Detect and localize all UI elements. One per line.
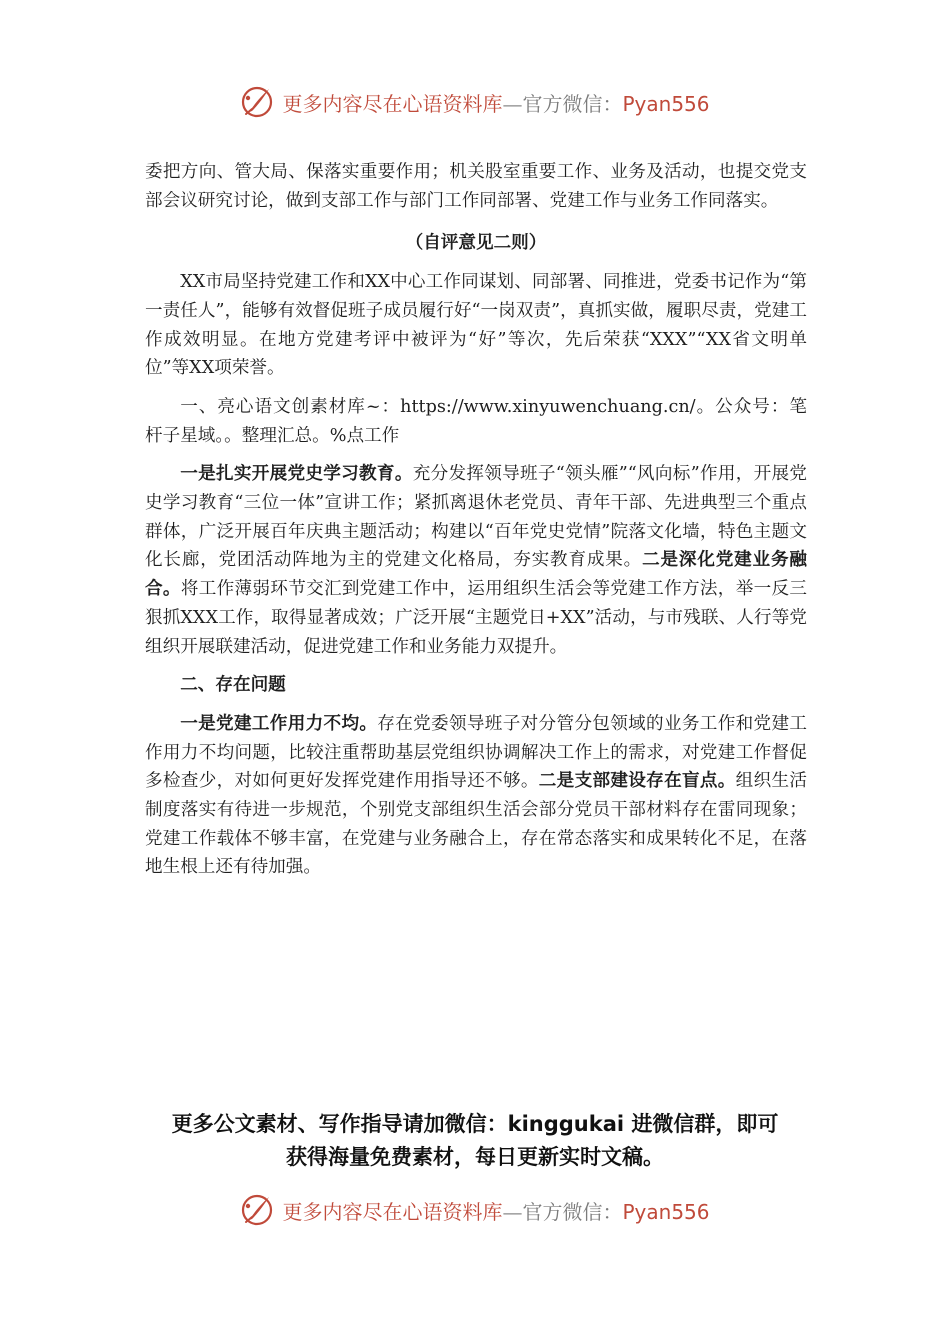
paragraph-continuation: 委把方向、管大局、保落实重要作用；机关股室重要工作、业务及活动，也提交党支部会议研究讨论，做到支部工作与部门工作同部署、党建工作与业务工作同落实。 — [145, 162, 807, 211]
promo-line-1: 更多公文素材、写作指导请加微信：kinggukai 进微信群，即可 — [171, 1112, 779, 1136]
section-heading-problems: 二、存在问题 — [180, 675, 286, 696]
quill-pen-logo-icon — [240, 85, 274, 119]
banner-wechat-id: Pyan556 — [622, 1199, 710, 1224]
banner-wechat-id: Pyan556 — [622, 91, 710, 116]
banner-main-text: 更多内容尽在心语资料库 — [282, 1199, 503, 1224]
paragraph-section-one: 一、亮心语文创素材库~：https://www.xinyuwenchuang.cn/。公众号：笔杆子星域。。整理汇总。%点工作 — [145, 396, 807, 446]
banner-separator: — — [502, 1199, 523, 1224]
banner-main-text: 更多内容尽在心语资料库 — [282, 91, 503, 116]
banner-label: 官方微信： — [522, 1199, 623, 1224]
header-banner — [0, 82, 950, 122]
paragraph-overview: XX市局坚持党建工作和XX中心工作同谋划、同部署、同推进，党委书记作为“第一责任人”，能够有效督促班子成员履行好“一岗双责”，真抓实做，履职尽责，党建工作成效明显。在地方党建考评中被评为“好”等次，先后荣获“XXX”“XX省文明单位”等XX项荣誉。 — [145, 272, 807, 379]
highlight-text-1: 充分发挥领导班子“领头雁”“风向标”作用，开展党史学习教育“三位一体”宣讲工作；紧抓离退休老党员、青年干部、先进典型三个重点群体，广泛开展百年庆典主题活动；构建以“百年党史党情”院落文化墙，特色主题文化长廊，党团活动阵地为主的党建文化格局，夯实教育成果。 — [145, 464, 807, 571]
promo-block — [100, 1108, 850, 1174]
footer-banner — [0, 1190, 950, 1230]
paragraph-highlights — [145, 460, 807, 661]
highlight-text-2: 将工作薄弱环节交汇到党建工作中，运用组织生活会等党建工作方法，举一反三狠抓XXX工作，取得显著成效；广泛开展“主题党日+XX”活动，与市残联、人行等党组织开展联建活动，促进党建工作和业务能力双提升。 — [145, 579, 807, 657]
problem-lead-1: 一是党建工作用力不均。 — [180, 713, 378, 734]
paragraph-problems — [145, 710, 807, 882]
banner-label: 官方微信： — [522, 91, 623, 116]
banner-text — [282, 1196, 709, 1225]
problem-text-2: 组织生活制度落实有待进一步规范，个别党支部组织生活会部分党员干部材料存在雷同现象；党建工作载体不够丰富，在党建与业务融合上，存在常态落实和成果转化不足，在落地生根上还有待加强。 — [145, 771, 807, 878]
quill-pen-logo-icon — [240, 1193, 274, 1227]
promo-line-2: 获得海量免费素材，每日更新实时文稿。 — [286, 1145, 664, 1169]
highlight-lead-2: 二是深化党建业务融合。 — [145, 550, 807, 600]
problem-text-1: 存在党委领导班子对分管分包领域的业务工作和党建工作用力不均问题，比较注重帮助基层党组织协调解决工作上的需求，对党建工作督促多检查少，对如何更好发挥党建作用指导还不够。 — [145, 713, 807, 792]
highlight-lead-1: 一是扎实开展党史学习教育。 — [180, 464, 413, 485]
banner-separator: — — [502, 91, 523, 116]
section-title: （自评意见二则） — [405, 233, 547, 254]
problem-lead-2: 二是支部建设存在盲点。 — [538, 771, 736, 792]
banner-text — [282, 88, 709, 117]
document-body — [145, 158, 807, 882]
